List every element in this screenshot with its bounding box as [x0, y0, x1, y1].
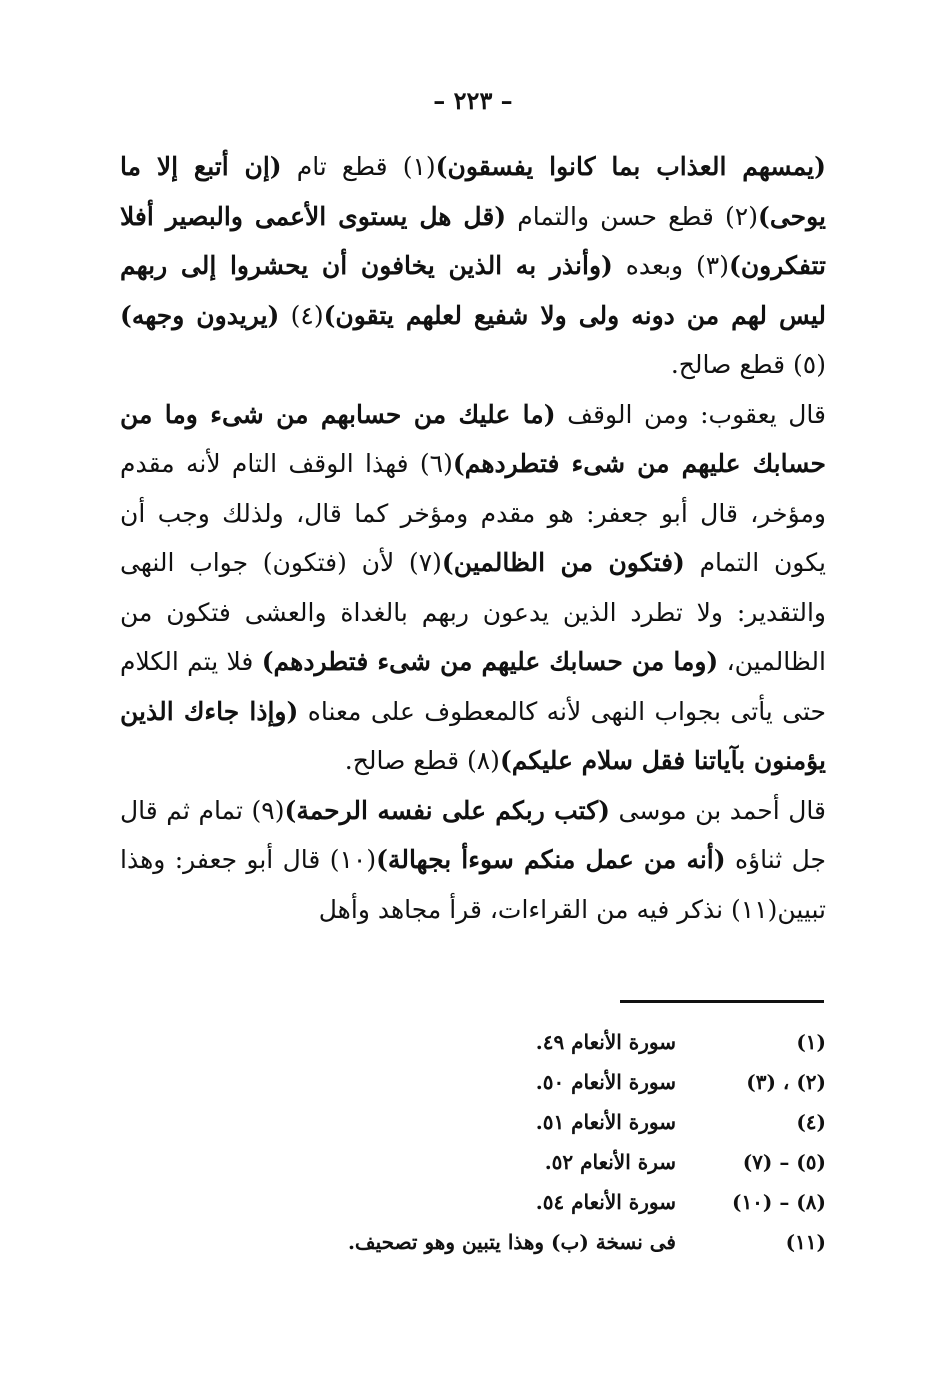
body-text [120, 142, 826, 934]
quranic-quote: (وإذا جاءك الذين يؤمنون بآياتنا فقل سلام عليكم) [120, 696, 826, 775]
quranic-quote: (وأنذر به الذين يخافون أن يحشروا إلى ربهم ليس لهم من دونه ولى ولا شفيع لعلهم يتقون) [120, 251, 826, 330]
footnote-ref: (٤) [796, 1110, 826, 1134]
footnote-divider [620, 1000, 824, 1003]
text-segment: (٦) فهذا الوقف التام لأنه مقدم ومؤخر، قال أبو جعفر: هو مقدم ومؤخر كما قال، ولذلك وجب أن يكون التمام [120, 449, 826, 577]
quranic-quote: (يريدون وجهه) [120, 300, 280, 330]
text-segment: (٥) قطع صالح. [670, 350, 826, 379]
quranic-quote: (كتب ربكم على نفسه الرحمة) [284, 795, 610, 825]
text-segment: فلا يتم الكلام حتى يأتى بجواب النهى لأنه كالمعطوف على معناه [120, 647, 826, 726]
text-segment: قال يعقوب: ومن الوقف [555, 399, 827, 429]
footnote-text: سورة الأنعام ٥٤. [535, 1190, 676, 1214]
footnotes [200, 1022, 826, 1262]
footnote [200, 1022, 826, 1062]
footnote-text: فى نسخة (ب) وهذا يتبين وهو تصحيف. [347, 1230, 676, 1254]
text-segment: (٣) وبعده [612, 251, 729, 280]
footnote-ref: (٢) ، (٣) [746, 1070, 826, 1094]
quranic-quote: (فتكون من الظالمين) [441, 548, 685, 577]
footnote-ref: (١) [796, 1030, 826, 1054]
footnote [200, 1182, 826, 1222]
quranic-quote: (أنه من عمل منكم سوءأ بجهالة) [376, 845, 726, 874]
paragraph [120, 390, 826, 786]
text-segment: (٧) لأن (فتكون) جواب النهى والتقدير: ولا تطرد الذين يدعون ربهم بالغداة والعشى فتكون من الظالمين، [120, 548, 826, 676]
page-number: – ٢٢٣ – [433, 86, 513, 115]
text-segment: (٢) قطع حسن والتمام [506, 201, 758, 231]
text-segment: (١) قطع تام [281, 152, 436, 181]
text-segment: قال أحمد بن موسى [609, 795, 826, 825]
footnote [200, 1102, 826, 1142]
footnote-ref: (١١) [785, 1230, 826, 1254]
footnote [200, 1062, 826, 1102]
text-segment: (٨) قطع صالح. [344, 746, 500, 775]
text-segment: (٤) [279, 300, 324, 330]
quranic-quote: (ما عليك من حسابهم من شىء وما من حسابك عليهم من شىء فتطردهم) [120, 399, 826, 478]
quranic-quote: (وما من حسابك عليهم من شىء فتطردهم) [261, 647, 719, 676]
footnote-text: سورة الأنعام ٤٩. [535, 1030, 676, 1054]
paragraph [120, 142, 826, 390]
footnote-text: سرة الأنعام ٥٢. [544, 1150, 676, 1174]
footnote [200, 1142, 826, 1182]
footnote [200, 1222, 826, 1262]
text-segment: (٩) تمام ثم قال جل ثناؤه [120, 795, 826, 874]
quranic-quote: (قل هل يستوى الأعمى والبصير أفلا تتفكرون) [120, 201, 826, 280]
quranic-quote: (إن أتبع إلا ما يوحى) [120, 152, 826, 231]
text-segment: (١٠) قال أبو جعفر: وهذا تبيين(١١) نذكر فيه من القراءات، قرأ مجاهد وأهل [120, 845, 826, 924]
quranic-quote: (يمسهم العذاب بما كانوا يفسقون) [435, 152, 826, 181]
footnote-ref: (٥) – (٧) [742, 1150, 826, 1174]
footnote-text: سورة الأنعام ٥٠. [535, 1070, 676, 1094]
paragraph [120, 786, 826, 935]
footnote-text: سورة الأنعام ٥١. [535, 1110, 676, 1134]
footnote-ref: (٨) – (١٠) [731, 1190, 826, 1214]
